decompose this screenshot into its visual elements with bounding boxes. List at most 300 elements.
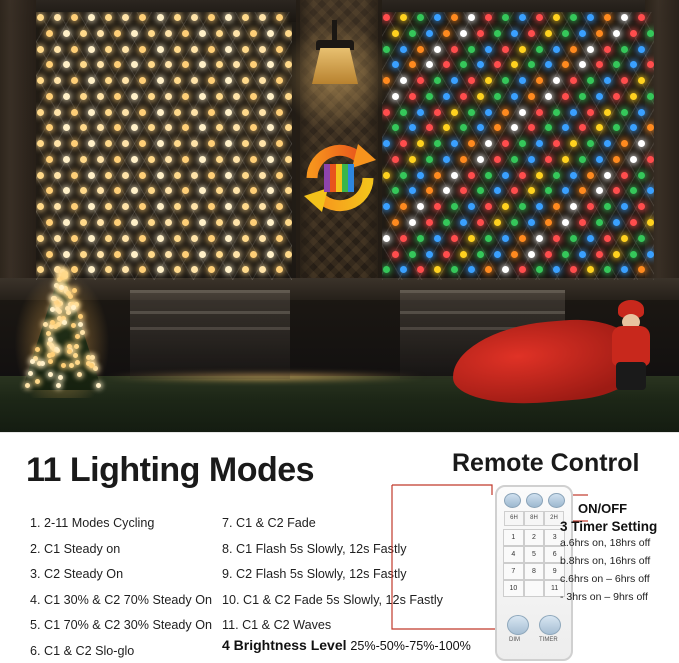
list-item: 7. C1 & C2 Fade xyxy=(222,516,316,530)
led-bulb xyxy=(208,203,215,210)
led-bulb xyxy=(528,219,535,226)
led-bulb xyxy=(114,156,121,163)
led-bulb xyxy=(208,235,215,242)
led-bulb xyxy=(511,124,518,131)
key-8[interactable]: 8 xyxy=(524,563,545,580)
led-bulb xyxy=(131,30,138,37)
led-bulb xyxy=(400,172,407,179)
led-bulb xyxy=(596,124,603,131)
led-bulb xyxy=(562,93,569,100)
key-6[interactable]: 6 xyxy=(544,546,565,563)
led-bulb xyxy=(426,156,433,163)
led-bulb xyxy=(570,46,577,53)
key-5[interactable]: 5 xyxy=(524,546,545,563)
led-bulb xyxy=(545,93,552,100)
timer-option-d: - 3hrs on – 9hrs off xyxy=(560,591,648,603)
led-bulb xyxy=(587,109,594,116)
led-bulb xyxy=(165,30,172,37)
led-bulb xyxy=(242,14,249,21)
led-bulb xyxy=(647,251,654,258)
led-bulb xyxy=(545,219,552,226)
led-bulb xyxy=(131,93,138,100)
tree-led-bulb xyxy=(50,307,55,312)
led-bulb xyxy=(494,124,501,131)
led-bulb xyxy=(157,203,164,210)
led-bulb xyxy=(468,46,475,53)
led-bulb xyxy=(242,109,249,116)
led-bulb xyxy=(63,251,70,258)
list-item: 10. C1 & C2 Fade 5s Slowly, 12s Fastly xyxy=(222,592,443,607)
led-bulb xyxy=(460,93,467,100)
led-bulb xyxy=(494,187,501,194)
led-bulb xyxy=(426,93,433,100)
led-bulb xyxy=(638,14,645,21)
led-bulb xyxy=(242,46,249,53)
led-bulb xyxy=(596,187,603,194)
led-bulb xyxy=(553,46,560,53)
led-bulb xyxy=(494,251,501,258)
led-bulb xyxy=(570,172,577,179)
led-bulb xyxy=(647,156,654,163)
color-cycling-arrows-icon xyxy=(296,134,384,222)
led-bulb xyxy=(502,46,509,53)
tree-led-bulb xyxy=(75,360,80,365)
led-bulb xyxy=(157,172,164,179)
led-bulb xyxy=(233,251,240,258)
led-bulb xyxy=(216,30,223,37)
left-pillar xyxy=(0,0,36,300)
led-bulb xyxy=(638,46,645,53)
led-bulb xyxy=(536,109,543,116)
led-bulb xyxy=(630,124,637,131)
led-bulb xyxy=(157,266,164,273)
key-10[interactable]: 10 xyxy=(503,580,524,597)
led-bulb xyxy=(285,61,292,68)
led-bulb xyxy=(383,172,390,179)
key-7[interactable]: 7 xyxy=(503,563,524,580)
led-bulb xyxy=(191,46,198,53)
led-bulb xyxy=(208,14,215,21)
led-bulb xyxy=(426,251,433,258)
led-bulb xyxy=(519,172,526,179)
led-bulb xyxy=(191,266,198,273)
led-bulb xyxy=(613,251,620,258)
led-bulb xyxy=(46,61,53,68)
led-bulb xyxy=(426,187,433,194)
dim-button-label: DIM xyxy=(509,637,520,643)
led-bulb xyxy=(502,172,509,179)
led-bulb xyxy=(400,235,407,242)
led-bulb xyxy=(443,124,450,131)
led-bulb xyxy=(392,124,399,131)
led-bulb xyxy=(647,61,654,68)
led-bulb xyxy=(199,30,206,37)
led-bulb xyxy=(208,46,215,53)
tree-led-bulb xyxy=(55,307,60,312)
timer-button-label: TIMER xyxy=(539,637,558,643)
led-bulb xyxy=(148,30,155,37)
led-bulb xyxy=(502,14,509,21)
led-bulb xyxy=(417,46,424,53)
list-item: 3. C2 Steady On xyxy=(30,567,124,581)
led-bulb xyxy=(182,93,189,100)
list-item: 9. C2 Flash 5s Slowly, 12s Fastly xyxy=(222,567,407,581)
led-bulb xyxy=(250,251,257,258)
led-bulb xyxy=(434,172,441,179)
led-bulb xyxy=(174,235,181,242)
key-11[interactable]: 11 xyxy=(544,580,565,597)
led-bulb xyxy=(122,172,129,179)
led-bulb xyxy=(630,93,637,100)
led-bulb xyxy=(494,30,501,37)
led-bulb xyxy=(139,46,146,53)
christmas-tree xyxy=(8,262,116,398)
led-bulb xyxy=(46,93,53,100)
led-bulb xyxy=(105,109,112,116)
led-bulb xyxy=(400,14,407,21)
led-bulb xyxy=(242,203,249,210)
led-bulb xyxy=(392,251,399,258)
led-bulb xyxy=(97,30,104,37)
modes-list-right xyxy=(222,511,447,639)
tree-led-bulb xyxy=(75,334,80,339)
led-bulb xyxy=(630,187,637,194)
led-bulb xyxy=(259,140,266,147)
led-bulb xyxy=(242,172,249,179)
list-item: 11. C1 & C2 Waves xyxy=(222,618,332,632)
led-bulb xyxy=(383,109,390,116)
tree-led-bulb xyxy=(67,349,72,354)
led-bulb xyxy=(477,124,484,131)
led-bulb xyxy=(579,251,586,258)
remote-title: Remote Control xyxy=(452,449,640,477)
remote-on-button[interactable] xyxy=(504,493,521,508)
led-bulb xyxy=(434,46,441,53)
tree-led-bulb xyxy=(43,322,48,327)
multicolor-net-lights xyxy=(382,12,654,280)
led-bulb xyxy=(225,109,232,116)
led-bulb xyxy=(621,172,628,179)
led-bulb xyxy=(71,109,78,116)
led-bulb xyxy=(148,93,155,100)
led-bulb xyxy=(553,109,560,116)
led-bulb xyxy=(409,187,416,194)
led-bulb xyxy=(259,14,266,21)
led-bulb xyxy=(443,61,450,68)
led-bulb xyxy=(259,109,266,116)
led-bulb xyxy=(285,187,292,194)
led-bulb xyxy=(613,93,620,100)
led-bulb xyxy=(191,140,198,147)
led-bulb xyxy=(511,187,518,194)
led-bulb xyxy=(97,251,104,258)
timer-button[interactable] xyxy=(539,615,561,635)
remote-timer-row[interactable] xyxy=(504,511,564,526)
tree-led-bulb xyxy=(61,363,66,368)
led-bulb xyxy=(519,14,526,21)
led-bulb xyxy=(139,109,146,116)
led-bulb xyxy=(553,14,560,21)
led-bulb xyxy=(392,187,399,194)
led-bulb xyxy=(451,14,458,21)
led-bulb xyxy=(285,93,292,100)
led-bulb xyxy=(545,124,552,131)
led-bulb xyxy=(148,156,155,163)
list-item: 2. C1 Steady on xyxy=(30,541,121,556)
led-bulb xyxy=(131,251,138,258)
led-bulb xyxy=(587,14,594,21)
led-bulb xyxy=(630,61,637,68)
timer-key-2h[interactable]: 2H xyxy=(544,511,564,526)
led-bulb xyxy=(604,235,611,242)
led-bulb xyxy=(46,187,53,194)
led-bulb xyxy=(105,172,112,179)
led-bulb xyxy=(383,235,390,242)
led-bulb xyxy=(80,93,87,100)
led-bulb xyxy=(392,156,399,163)
key-4[interactable]: 4 xyxy=(503,546,524,563)
led-bulb xyxy=(267,251,274,258)
led-bulb xyxy=(54,172,61,179)
led-bulb xyxy=(545,30,552,37)
led-bulb xyxy=(71,235,78,242)
key-1[interactable]: 1 xyxy=(503,529,524,546)
led-bulb xyxy=(494,61,501,68)
tree-led-bulb xyxy=(56,383,61,388)
timer-option-c: c.6hrs on – 6hrs off xyxy=(560,573,650,585)
led-bulb xyxy=(519,109,526,116)
led-bulb xyxy=(259,77,266,84)
timer-key-6h[interactable]: 6H xyxy=(504,511,524,526)
led-bulb xyxy=(165,156,172,163)
tree-led-bulb xyxy=(78,322,83,327)
timer-option-b: b.8hrs on, 16hrs off xyxy=(560,555,651,567)
tree-led-bulb xyxy=(72,288,77,293)
keypad-row xyxy=(503,529,565,546)
led-bulb xyxy=(545,187,552,194)
led-bulb xyxy=(122,46,129,53)
tree-led-bulb xyxy=(49,324,54,329)
tree-led-bulb xyxy=(35,379,40,384)
led-bulb xyxy=(174,172,181,179)
led-bulb xyxy=(596,219,603,226)
led-bulb xyxy=(80,219,87,226)
led-bulb xyxy=(647,30,654,37)
led-bulb xyxy=(477,251,484,258)
led-bulb xyxy=(511,156,518,163)
led-bulb xyxy=(174,266,181,273)
led-bulb xyxy=(562,30,569,37)
led-bulb xyxy=(114,251,121,258)
led-bulb xyxy=(216,93,223,100)
led-bulb xyxy=(502,109,509,116)
led-bulb xyxy=(148,251,155,258)
led-bulb xyxy=(434,109,441,116)
led-bulb xyxy=(392,61,399,68)
led-bulb xyxy=(409,251,416,258)
led-bulb xyxy=(97,156,104,163)
led-bulb xyxy=(114,219,121,226)
led-bulb xyxy=(383,14,390,21)
remote-mode-button[interactable] xyxy=(548,493,565,508)
led-bulb xyxy=(596,30,603,37)
led-bulb xyxy=(182,156,189,163)
led-bulb xyxy=(417,235,424,242)
led-bulb xyxy=(528,93,535,100)
led-bulb xyxy=(174,140,181,147)
led-bulb xyxy=(276,235,283,242)
timer-key-8h[interactable]: 8H xyxy=(524,511,544,526)
led-bulb xyxy=(54,109,61,116)
led-bulb xyxy=(63,156,70,163)
led-bulb xyxy=(604,46,611,53)
led-bulb xyxy=(46,251,53,258)
brightness-heading: 4 Brightness Level xyxy=(222,637,347,653)
led-bulb xyxy=(485,46,492,53)
brightness-info xyxy=(222,637,471,653)
led-bulb xyxy=(477,219,484,226)
led-bulb xyxy=(443,251,450,258)
led-bulb xyxy=(63,124,70,131)
led-bulb xyxy=(157,77,164,84)
led-bulb xyxy=(494,93,501,100)
led-bulb xyxy=(485,14,492,21)
remote-off-button[interactable] xyxy=(526,493,543,508)
led-bulb xyxy=(208,77,215,84)
list-item: 6. C1 & C2 Slo-glo xyxy=(30,643,135,658)
led-bulb xyxy=(460,219,467,226)
led-bulb xyxy=(426,61,433,68)
key-9[interactable]: 9 xyxy=(544,563,565,580)
led-bulb xyxy=(579,156,586,163)
led-bulb xyxy=(409,124,416,131)
led-bulb xyxy=(613,124,620,131)
led-bulb xyxy=(579,93,586,100)
list-item: 4. C1 30% & C2 70% Steady On xyxy=(30,592,213,607)
led-bulb xyxy=(139,172,146,179)
led-bulb xyxy=(225,77,232,84)
led-bulb xyxy=(647,93,654,100)
led-bulb xyxy=(460,61,467,68)
led-bulb xyxy=(392,93,399,100)
led-bulb xyxy=(468,235,475,242)
tree-led-bulb xyxy=(89,363,94,368)
led-bulb xyxy=(259,235,266,242)
led-bulb xyxy=(485,109,492,116)
led-bulb xyxy=(630,251,637,258)
led-bulb xyxy=(37,109,44,116)
led-bulb xyxy=(242,77,249,84)
tree-led-bulb xyxy=(66,291,71,296)
led-bulb xyxy=(131,219,138,226)
remote-top-buttons[interactable] xyxy=(504,493,564,508)
led-bulb xyxy=(46,30,53,37)
key-2[interactable]: 2 xyxy=(524,529,545,546)
led-bulb xyxy=(400,109,407,116)
led-bulb xyxy=(451,172,458,179)
led-bulb xyxy=(528,30,535,37)
led-bulb xyxy=(157,109,164,116)
led-bulb xyxy=(570,14,577,21)
led-bulb xyxy=(562,156,569,163)
led-bulb xyxy=(46,124,53,131)
led-bulb xyxy=(477,187,484,194)
led-bulb xyxy=(485,235,492,242)
led-bulb xyxy=(80,251,87,258)
led-bulb xyxy=(477,156,484,163)
led-bulb xyxy=(276,109,283,116)
led-bulb xyxy=(114,30,121,37)
tree-led-bulb xyxy=(48,359,53,364)
tree-led-bulb xyxy=(54,300,59,305)
led-bulb xyxy=(225,14,232,21)
led-bulb xyxy=(63,219,70,226)
led-bulb xyxy=(451,235,458,242)
remote-keypad[interactable] xyxy=(503,529,565,597)
brightness-levels: 25%-50%-75%-100% xyxy=(350,639,471,653)
led-bulb xyxy=(88,172,95,179)
tree-led-bulb xyxy=(71,323,76,328)
led-bulb xyxy=(426,124,433,131)
tree-led-bulb xyxy=(93,366,98,371)
led-bulb xyxy=(451,109,458,116)
led-bulb xyxy=(409,61,416,68)
led-bulb xyxy=(225,203,232,210)
led-bulb xyxy=(174,77,181,84)
led-bulb xyxy=(434,235,441,242)
led-bulb xyxy=(528,124,535,131)
led-bulb xyxy=(285,156,292,163)
led-bulb xyxy=(285,219,292,226)
led-bulb xyxy=(443,93,450,100)
led-bulb xyxy=(570,235,577,242)
key-3[interactable]: 3 xyxy=(544,529,565,546)
dim-button[interactable] xyxy=(507,615,529,635)
led-bulb xyxy=(443,219,450,226)
tree-led-bulb xyxy=(46,331,51,336)
led-bulb xyxy=(536,14,543,21)
info-panel xyxy=(0,432,679,663)
led-bulb xyxy=(647,187,654,194)
led-bulb xyxy=(174,14,181,21)
led-bulb xyxy=(621,109,628,116)
led-bulb xyxy=(225,172,232,179)
led-bulb xyxy=(434,14,441,21)
led-bulb xyxy=(242,235,249,242)
led-bulb xyxy=(587,235,594,242)
warm-white-net-lights xyxy=(36,12,292,280)
led-bulb xyxy=(630,156,637,163)
led-bulb xyxy=(630,30,637,37)
tree-led-bulb xyxy=(54,283,59,288)
led-bulb xyxy=(80,30,87,37)
led-bulb xyxy=(37,14,44,21)
led-bulb xyxy=(131,156,138,163)
led-bulb xyxy=(105,235,112,242)
led-bulb xyxy=(596,93,603,100)
led-bulb xyxy=(570,109,577,116)
tree-led-bulb xyxy=(90,355,95,360)
led-bulb xyxy=(477,30,484,37)
led-bulb xyxy=(97,219,104,226)
led-bulb xyxy=(536,235,543,242)
led-bulb xyxy=(37,172,44,179)
key-blank xyxy=(524,580,545,597)
led-bulb xyxy=(63,30,70,37)
led-bulb xyxy=(157,14,164,21)
led-bulb xyxy=(443,30,450,37)
led-bulb xyxy=(528,251,535,258)
